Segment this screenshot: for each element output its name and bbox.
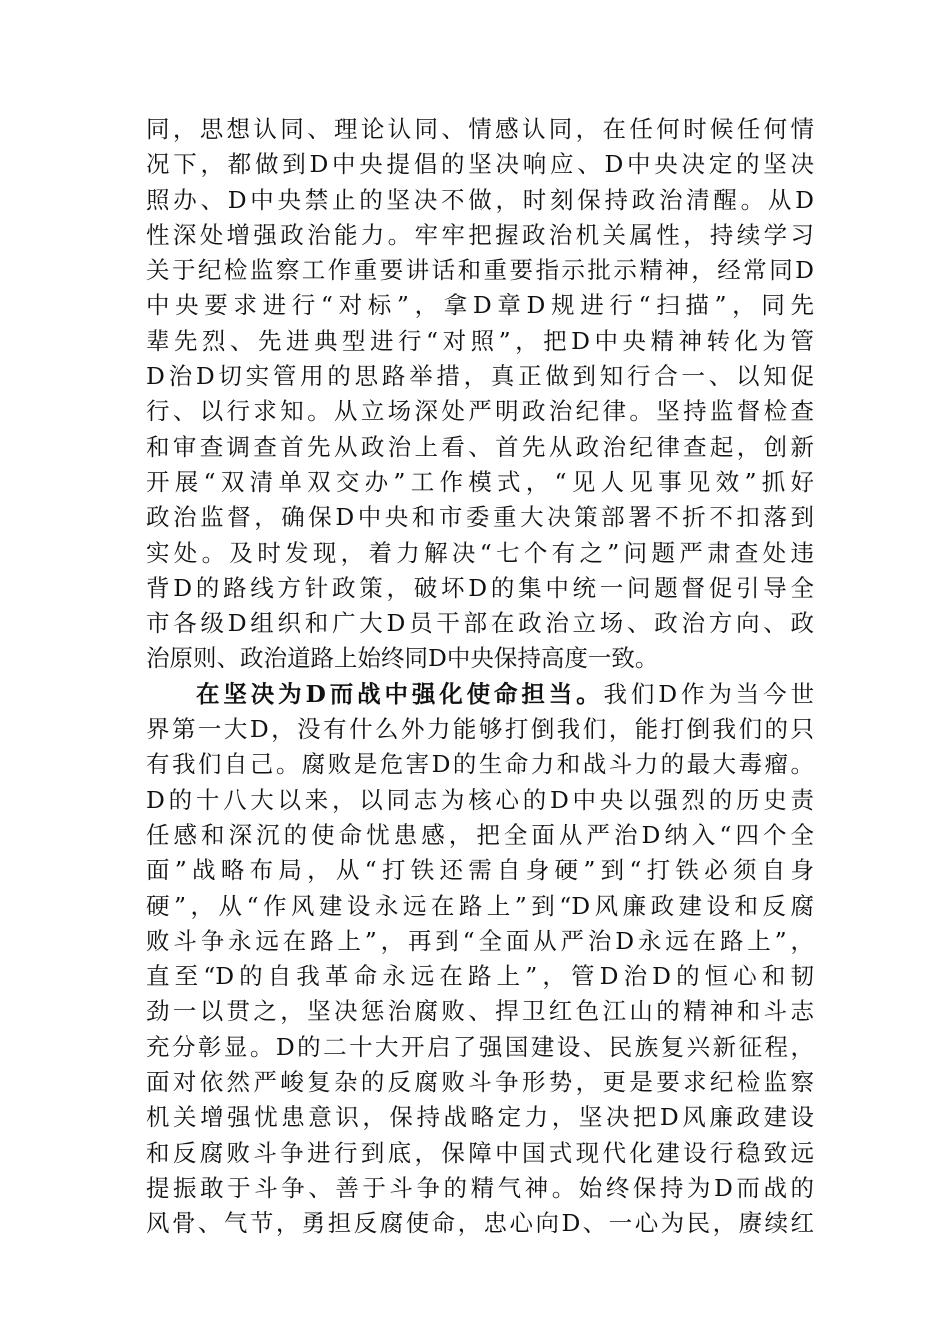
paragraph-line: 开展“双清单双交办”工作模式，“见人见事见效”抓好 — [146, 467, 814, 496]
paragraph-line: 充分彰显。D的二十大开启了强国建设、民族复兴新征程， — [146, 1032, 814, 1061]
paragraph-line: 直至“D的自我革命永远在路上”，管D治D的恒心和韧 — [146, 962, 814, 991]
paragraph-line: 实处。及时发现，着力解决“七个有之”问题严肃查处违 — [146, 538, 814, 567]
paragraph-line-rest: 我们D作为当今世 — [603, 679, 814, 708]
paragraph-line: 界第一大D，没有什么外力能够打倒我们，能打倒我们的只 — [146, 715, 814, 744]
paragraph-line: 政治监督，确保D中央和市委重大决策部署不折不扣落到 — [146, 503, 814, 532]
paragraph-line: D的十八大以来，以同志为核心的D中央以强烈的历史责 — [146, 785, 814, 814]
paragraph-line: 提振敢于斗争、善于斗争的精气神。始终保持为D而战的 — [146, 1173, 814, 1202]
paragraph-line: 任感和深沉的使命忧患感，把全面从严治D纳入“四个全 — [146, 820, 814, 849]
paragraph-line: 照办、D中央禁止的坚决不做，时刻保持政治清醒。从D — [146, 185, 814, 214]
paragraph-line: 和审查调查首先从政治上看、首先从政治纪律查起，创新 — [146, 432, 814, 461]
paragraph-line: 辈先烈、先进典型进行“对照”，把D中央精神转化为管 — [146, 326, 814, 355]
paragraph-heading: 在坚决为D而战中强化使命担当。 — [196, 679, 604, 708]
paragraph-line: 治原则、政治道路上始终同D中央保持高度一致。 — [146, 644, 659, 673]
paragraph-1 — [146, 112, 814, 677]
paragraph-line: 关于纪检监察工作重要讲话和重要指示批示精神，经常同D — [146, 256, 814, 285]
paragraph-first-line — [146, 677, 814, 712]
paragraph-line: D治D切实管用的思路举措，真正做到知行合一、以知促 — [146, 362, 814, 391]
paragraph-line: 和反腐败斗争进行到底，保障中国式现代化建设行稳致远 — [146, 1138, 814, 1167]
paragraph-line: 面”战略布局，从“打铁还需自身硬”到“打铁必须自身 — [146, 856, 814, 885]
paragraph-line: 风骨、气节，勇担反腐使命，忠心向D、一心为民，赓续红 — [146, 1209, 814, 1238]
paragraph-line: 硬”，从“作风建设永远在路上”到“D风廉政建设和反腐 — [146, 891, 814, 920]
paragraph-line: 面对依然严峻复杂的反腐败斗争形势，更是要求纪检监察 — [146, 1068, 814, 1097]
paragraph-line: 背D的路线方针政策，破坏D的集中统一问题督促引导全 — [146, 573, 814, 602]
paragraph-line: 况下，都做到D中央提倡的坚决响应、D中央决定的坚决 — [146, 150, 814, 179]
paragraph-line: 中央要求进行“对标”，拿D章D规进行“扫描”，同先 — [146, 291, 814, 320]
paragraph-line: 市各级D组织和广大D员干部在政治立场、政治方向、政 — [146, 609, 814, 638]
paragraph-line: 行、以行求知。从立场深处严明政治纪律。坚持监督检查 — [146, 397, 814, 426]
paragraph-line: 机关增强忧患意识，保持战略定力，坚决把D风廉政建设 — [146, 1103, 814, 1132]
paragraph-line: 性深处增强政治能力。牢牢把握政治机关属性，持续学习 — [146, 220, 814, 249]
paragraph-line: 劲一以贯之，坚决惩治腐败、捍卫红色江山的精神和斗志 — [146, 997, 814, 1026]
body-text — [146, 112, 814, 1242]
paragraph-line: 有我们自己。腐败是危害D的生命力和战斗力的最大毒瘤。 — [146, 750, 814, 779]
paragraph-2 — [146, 677, 814, 1242]
paragraph-line: 同，思想认同、理论认同、情感认同，在任何时候任何情 — [146, 115, 814, 143]
paragraph-line: 败斗争永远在路上”，再到“全面从严治D永远在路上”， — [146, 926, 814, 955]
